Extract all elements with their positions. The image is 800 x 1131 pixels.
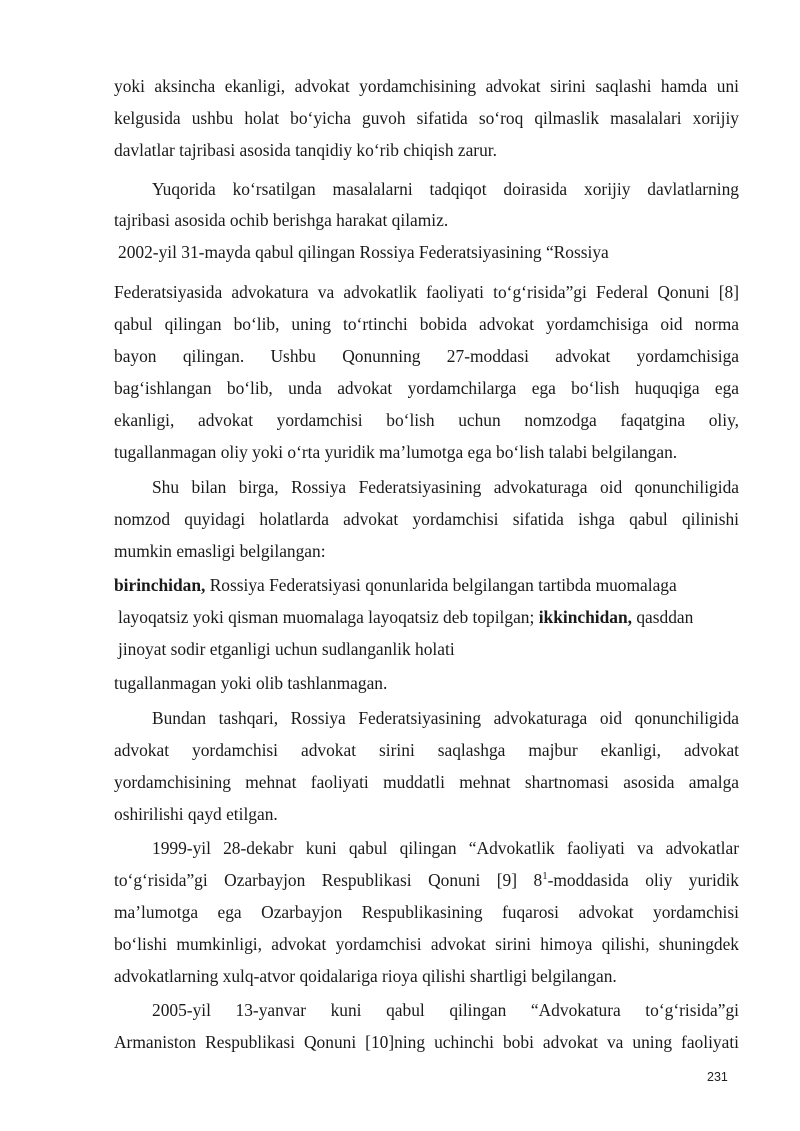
text-line: layoqatsiz yoki qisman muomalaga layoqatsiz deb topilgan; ikkinchidan, qasddan <box>118 607 694 627</box>
text-line: Federatsiyasida advokatura va advokatlik faoliyati to‘g‘risida”gi Federal Qonuni [8] <box>114 282 739 302</box>
text-line: tugallanmagan yoki olib tashlanmagan. <box>114 673 388 693</box>
text-line: tugallanmagan oliy yoki o‘rta yuridik ma’lumotga ega bo‘lish talabi belgilangan. <box>114 442 678 462</box>
text-line: tajribasi asosida ochib berishga harakat qilamiz. <box>114 210 449 230</box>
text-line: 2005-yil 13-yanvar kuni qabul qilingan “Advokatura to‘g‘risida”gi <box>152 1000 739 1020</box>
text-line: yordamchisining mehnat faoliyati muddatli mehnat shartnomasi asosida amalga <box>114 772 739 792</box>
page-number: 231 <box>707 1070 728 1084</box>
text-line: kelgusida ushbu holat bo‘yicha guvoh sifatida so‘roq qilmaslik masalalari xorijiy <box>114 108 739 128</box>
text-line: 2002-yil 31-mayda qabul qilingan Rossiya Federatsiyasining “Rossiya <box>118 242 609 262</box>
text-line: ma’lumotga ega Ozarbayjon Respublikasining fuqarosi advokat yordamchisi <box>114 902 739 922</box>
text-line: bo‘lishi mumkinligi, advokat yordamchisi advokat sirini himoya qilishi, shuningdek <box>114 934 739 954</box>
text-line: advokat yordamchisi advokat sirini saqlashga majbur ekanligi, advokat <box>114 740 739 760</box>
text-line: nomzod quyidagi holatlarda advokat yordamchisi sifatida ishga qabul qilinishi <box>114 509 739 529</box>
text-line: ekanligi, advokat yordamchisi bo‘lish uchun nomzodga faqatgina oliy, <box>114 410 739 430</box>
text-line: bayon qilingan. Ushbu Qonunning 27-moddasi advokat yordamchisiga <box>114 346 739 366</box>
text-line: yoki aksincha ekanligi, advokat yordamchisining advokat sirini saqlashi hamda uni <box>114 76 739 96</box>
text-line: 1999-yil 28-dekabr kuni qabul qilingan “Advokatlik faoliyati va advokatlar <box>152 838 739 858</box>
bold-term-second: ikkinchidan, <box>538 607 632 627</box>
text-line: to‘g‘risida”gi Ozarbayjon Respublikasi Qonuni [9] $8^1$-moddasida oliy yuridik <box>114 870 739 890</box>
text-line: birinchidan, Rossiya Federatsiyasi qonunlarida belgilangan tartibda muomalaga <box>114 575 677 595</box>
bold-term-first: birinchidan, <box>114 575 206 595</box>
text-line: qabul qilingan bo‘lib, uning to‘rtinchi bobida advokat yordamchisiga oid norma <box>114 314 739 334</box>
text-line: oshirilishi qayd etilgan. <box>114 804 278 824</box>
text-line: jinoyat sodir etganligi uchun sudlanganlik holati <box>118 639 455 659</box>
text-line: Yuqorida ko‘rsatilgan masalalarni tadqiqot doirasida xorijiy davlatlarning <box>152 179 739 199</box>
text-line: Bundan tashqari, Rossiya Federatsiyasining advokaturaga oid qonunchiligida <box>152 708 739 728</box>
text-line: Shu bilan birga, Rossiya Federatsiyasining advokaturaga oid qonunchiligida <box>152 477 739 497</box>
text-line: advokatlarning xulq-atvor qoidalariga rioya qilishi shartligi belgilangan. <box>114 966 617 986</box>
text-line: davlatlar tajribasi asosida tanqidiy ko‘rib chiqish zarur. <box>114 140 497 160</box>
text-line: bag‘ishlangan bo‘lib, unda advokat yordamchilarga ega bo‘lish huquqiga ega <box>114 378 739 398</box>
superscript: 1 <box>542 870 548 883</box>
text-line: mumkin emasligi belgilangan: <box>114 541 326 561</box>
text-line: Armaniston Respublikasi Qonuni [10]ning uchinchi bobi advokat va uning faoliyati <box>114 1032 739 1052</box>
